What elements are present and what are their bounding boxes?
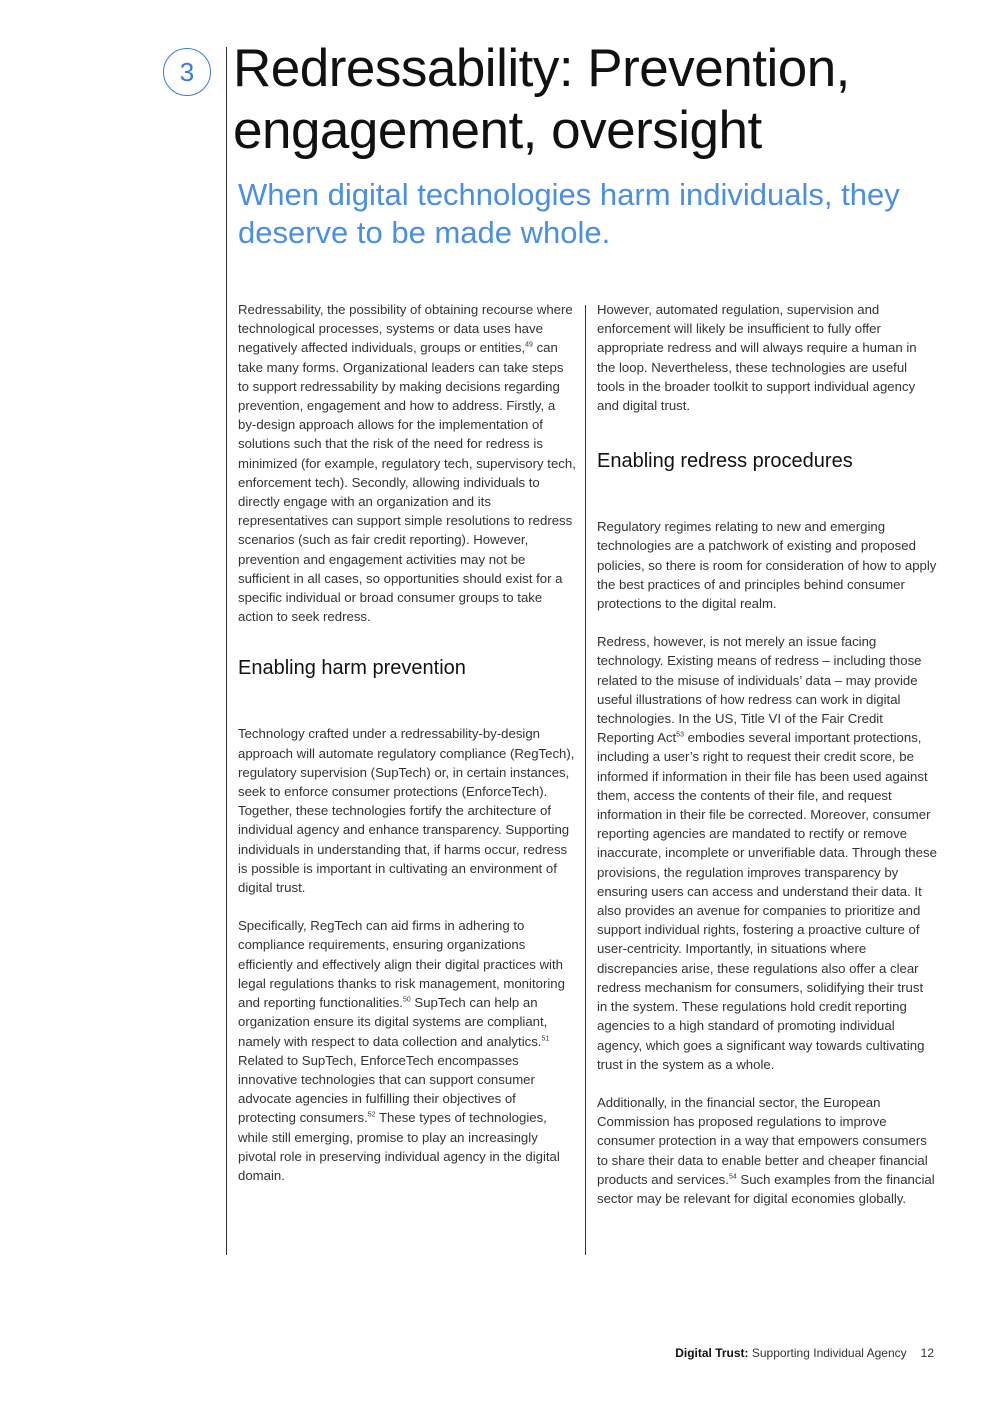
right-column [597, 300, 937, 1227]
page-number: 12 [920, 1346, 934, 1360]
page-subtitle: When digital technologies harm individuals, they deserve to be made whole. [238, 177, 900, 250]
footnote-ref: 52 [367, 1111, 376, 1119]
footnote-ref: 54 [728, 1173, 737, 1181]
body-paragraph: Technology crafted under a redressability-by-design approach will automate regulatory compliance (RegTech), regulatory supervision (SupTech) or, in certain instances, seek to enforce consumer protections (EnforceTech). Together, these technologies fortify the architecture of individual agency and enhance transparency. Supporting individuals in understanding that, if harms occur, redress is possible is important in cultivating an environment of digital trust. [238, 726, 575, 896]
body-paragraph: Regulatory regimes relating to new and emerging technologies are a patchwork of existing and proposed policies, so there is room for consideration of how to apply the best practices of and principles behind consumer protections to the digital realm. [597, 519, 937, 612]
footnote-ref: 53 [676, 731, 684, 739]
body-paragraph: Redress, however, is not merely an issue facing technology. Existing means of redress – including those related to the misuse of individuals’ data – may provide useful illustrations of how redress can work in digital technologies. In the US, Title VI of the Fair Credit Reporting Act$^{53}$ embodies several important protections, including a user’s right to request their credit score, be informed if information in their file has been used against them, access the contents of their file, and request information in their file be corrected. Moreover, consumer reporting agencies are mandated to rectify or remove inaccurate, incomplete or unverifiable data. Through these provisions, the regulation improves transparency by ensuring users can access and understand their data. It also provides an avenue for companies to prioritize and support individual rights, fostering a proactive culture of user-centricity. Importantly, in situations where discrepancies arise, these regulations also offer a clear redress mechanism for consumers, solidifying their trust in the system. These regulations hold credit reporting agencies to a high standard of promoting individual agency, which goes a significant way towards cultivating trust in the system as a whole. [597, 634, 937, 1072]
footnote-ref: 51 [541, 1035, 550, 1043]
title-divider [226, 47, 227, 1255]
section-heading-harm-prevention: Enabling harm prevention [238, 657, 466, 680]
section-number-badge [163, 48, 211, 96]
body-paragraph: Specifically, RegTech can aid firms in adhering to compliance requirements, ensuring organizations efficiently and effectively align their digital practices with legal regulations thanks to risk management, monitoring and reporting functionalities.$^{50}$ SupTech can help an organization ensure its digital systems are compliant, namely with respect to data collection and analytics.$^{51}$ Related to SupTech, EnforceTech encompasses innovative technologies that can support consumer advocate agencies in fulfilling their objectives of protecting consumers.$^{52}$ These types of technologies, while still emerging, promise to play an increasingly pivotal role in preserving individual agency in the digital domain. [238, 918, 565, 1183]
section-heading-redress-procedures: Enabling redress procedures [597, 450, 853, 473]
left-column [238, 300, 576, 1204]
intro-paragraph: Redressability, the possibility of obtaining recourse where technological processes, systems or data uses have negatively affected individuals, groups or entities,$^{49}$ can take many forms. Organizational leaders can take steps to support redressability by making decisions regarding prevention, engagement and how to address. Firstly, a by-design approach allows for the implementation of solutions such that the risk of the need for redress is minimized (for example, regulatory tech, supervisory tech, enforcement tech). Secondly, allowing individuals to directly engage with an organization and its representatives can support simple resolutions to redress scenarios (such as fair credit reporting). However, prevention and engagement activities may not be sufficient in all cases, so opportunities should exist for a specific individual or broad consumer groups to take action to seek redress. [238, 302, 576, 625]
footnote-ref: 49 [525, 342, 533, 350]
body-paragraph: Additionally, in the financial sector, the European Commission has proposed regulations to improve consumer protection in a way that empowers consumers to share their data to enable better and cheaper financial products and services.$^{54}$ Such examples from the financial sector may be relevant for digital economies globally. [597, 1094, 935, 1206]
page-title: Redressability: Prevention, engagement, oversight [233, 39, 850, 160]
footer-doc-title: Supporting Individual Agency [748, 1346, 907, 1360]
column-divider [585, 305, 586, 1255]
body-paragraph: However, automated regulation, supervision and enforcement will likely be insufficient to fully offer appropriate redress and will always require a human in the loop. Nevertheless, these technologies are useful tools in the broader toolkit to support individual agency and digital trust. [597, 302, 917, 414]
footer-brand: Digital Trust: [675, 1346, 749, 1360]
page-footer [675, 1346, 934, 1360]
section-number: 3 [179, 56, 195, 87]
footnote-ref: 50 [402, 996, 411, 1004]
